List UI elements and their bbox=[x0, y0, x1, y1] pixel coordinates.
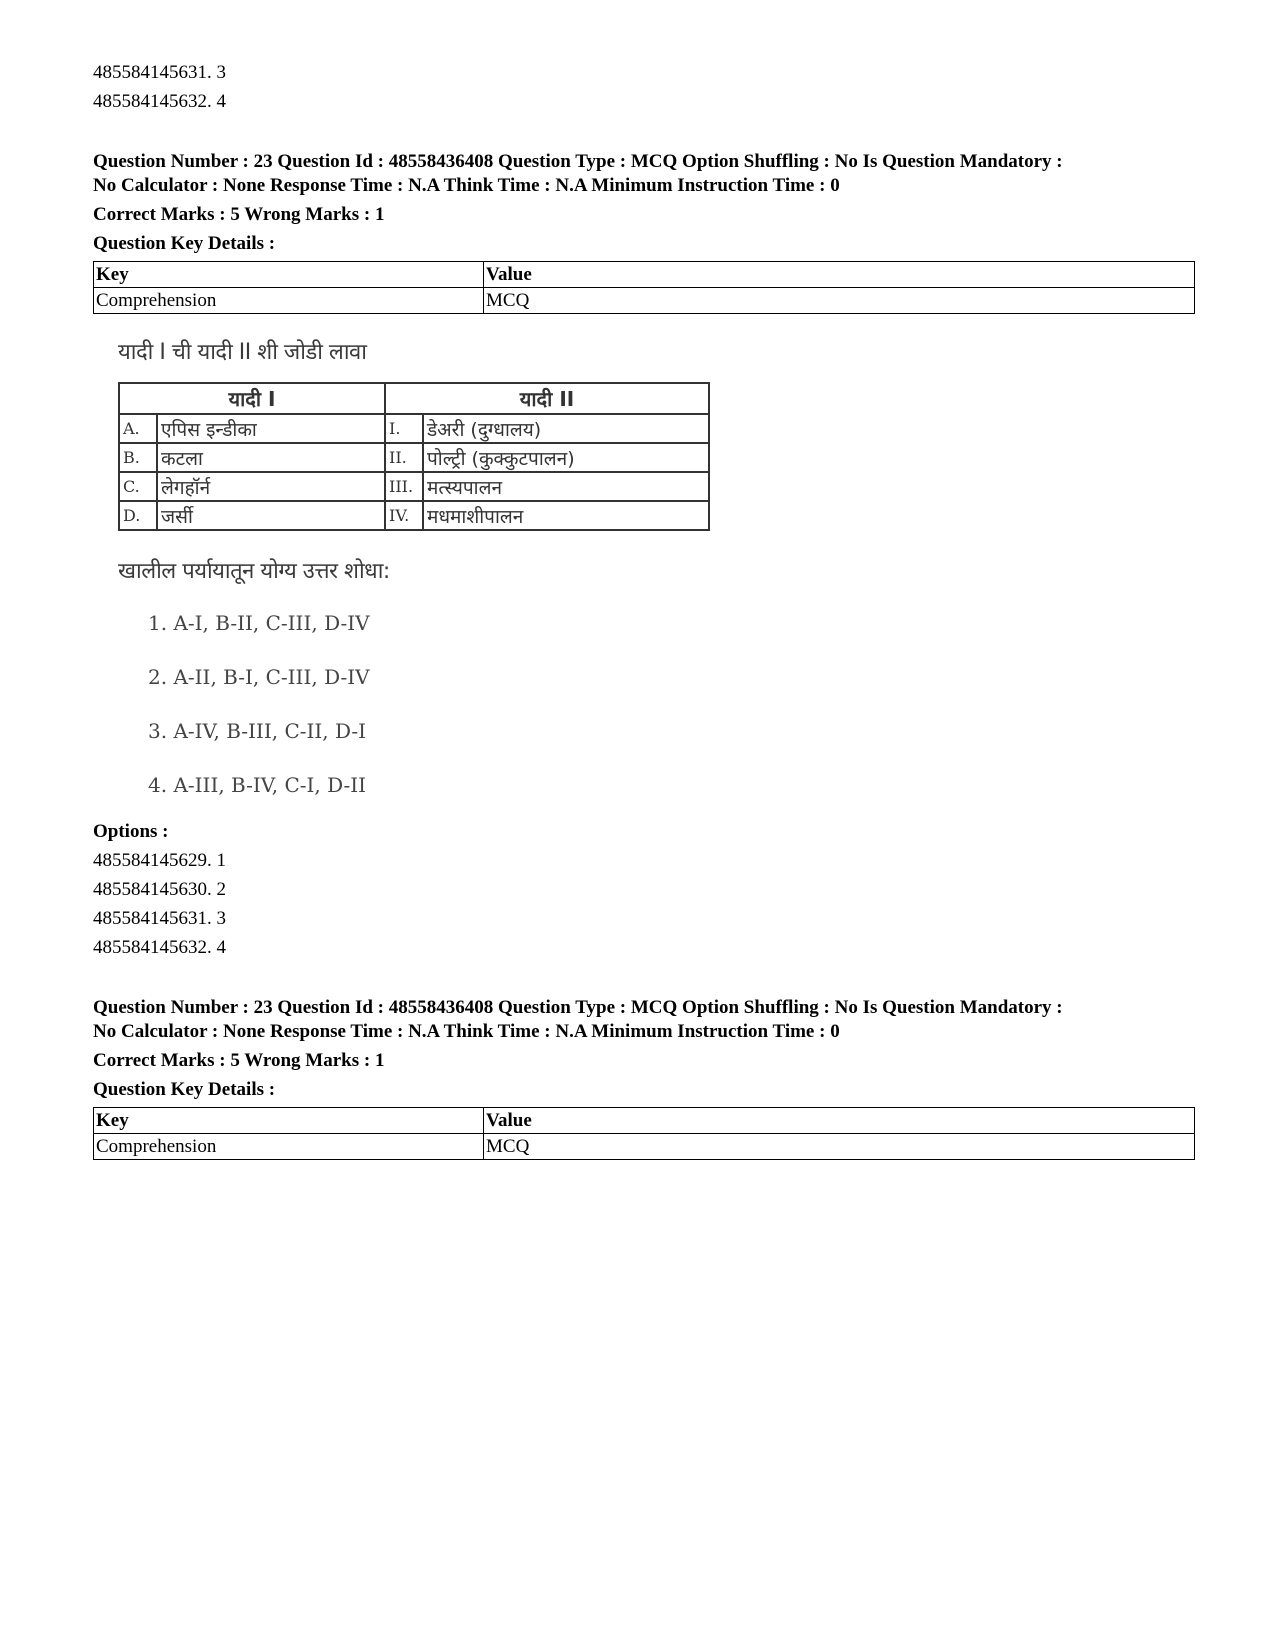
marks-line: Correct Marks : 5 Wrong Marks : 1 bbox=[93, 1050, 385, 1071]
key-header: Key bbox=[94, 1108, 484, 1134]
key-header: Key bbox=[94, 262, 484, 288]
answer-choice: 3. A-IV, B-III, C-II, D-I bbox=[148, 719, 367, 743]
list-1-item: जर्सी bbox=[157, 501, 385, 530]
list-2-label: III. bbox=[385, 472, 423, 501]
option-item: 485584145630. 2 bbox=[93, 879, 226, 900]
answer-choice: 2. A-II, B-I, C-III, D-IV bbox=[148, 665, 370, 689]
document-page bbox=[93, 58, 1195, 1160]
table-row bbox=[94, 288, 1195, 314]
list-2-item: मधमाशीपालन bbox=[423, 501, 709, 530]
question-meta-line-2: No Calculator : None Response Time : N.A Think Time : N.A Minimum Instruction Time : 0 bbox=[93, 175, 840, 196]
value-header: Value bbox=[484, 262, 1195, 288]
key-details-table bbox=[93, 1107, 1195, 1160]
value-header: Value bbox=[484, 1108, 1195, 1134]
list-2-label: I. bbox=[385, 414, 423, 443]
list-1-label: D. bbox=[119, 501, 157, 530]
match-header-row bbox=[119, 383, 709, 414]
option-item: 485584145631. 3 bbox=[93, 908, 226, 929]
option-item: 485584145632. 4 bbox=[93, 937, 226, 958]
key-cell: Comprehension bbox=[94, 1134, 484, 1160]
list-1-label: C. bbox=[119, 472, 157, 501]
match-table bbox=[118, 382, 710, 531]
match-row bbox=[119, 472, 709, 501]
list-1-label: B. bbox=[119, 443, 157, 472]
list-2-header: यादी II bbox=[385, 383, 709, 414]
option-item: 485584145631. 3 bbox=[93, 62, 226, 83]
match-instruction: यादी I ची यादी II शी जोडी लावा bbox=[118, 340, 367, 365]
list-1-label: A. bbox=[119, 414, 157, 443]
list-2-item: मत्स्यपालन bbox=[423, 472, 709, 501]
answer-choice: 4. A-III, B-IV, C-I, D-II bbox=[148, 773, 367, 797]
value-cell: MCQ bbox=[484, 288, 1195, 314]
choose-answer-text: खालील पर्यायातून योग्य उत्तर शोधा: bbox=[118, 559, 390, 584]
table-header-row bbox=[94, 1108, 1195, 1134]
question-block-1 bbox=[93, 150, 1195, 314]
question-meta-line-2: No Calculator : None Response Time : N.A Think Time : N.A Minimum Instruction Time : 0 bbox=[93, 1021, 840, 1042]
option-item: 485584145629. 1 bbox=[93, 850, 226, 871]
key-details-table bbox=[93, 261, 1195, 314]
option-item: 485584145632. 4 bbox=[93, 91, 226, 112]
match-row bbox=[119, 414, 709, 443]
question-meta-line-1: Question Number : 23 Question Id : 48558436408 Question Type : MCQ Option Shuffling : No Is Question Mandatory : bbox=[93, 151, 1063, 172]
option-list bbox=[93, 846, 1195, 962]
list-1-item: एपिस इन्डीका bbox=[157, 414, 385, 443]
table-row bbox=[94, 1134, 1195, 1160]
list-1-item: लेगहॉर्न bbox=[157, 472, 385, 501]
key-details-label: Question Key Details : bbox=[93, 233, 276, 254]
question-meta-line-1: Question Number : 23 Question Id : 48558436408 Question Type : MCQ Option Shuffling : No Is Question Mandatory : bbox=[93, 997, 1063, 1018]
match-row bbox=[119, 501, 709, 530]
answer-choice: 1. A-I, B-II, C-III, D-IV bbox=[148, 611, 370, 635]
list-2-label: II. bbox=[385, 443, 423, 472]
marks-line: Correct Marks : 5 Wrong Marks : 1 bbox=[93, 204, 385, 225]
top-option-list bbox=[93, 58, 1195, 116]
key-cell: Comprehension bbox=[94, 288, 484, 314]
list-2-item: पोल्ट्री (कुक्कुटपालन) bbox=[423, 443, 709, 472]
question-block-2 bbox=[93, 996, 1195, 1160]
question-image bbox=[118, 336, 758, 803]
key-details-label: Question Key Details : bbox=[93, 1079, 276, 1100]
value-cell: MCQ bbox=[484, 1134, 1195, 1160]
list-2-label: IV. bbox=[385, 501, 423, 530]
list-1-item: कटला bbox=[157, 443, 385, 472]
match-row bbox=[119, 443, 709, 472]
options-title: Options : bbox=[93, 821, 169, 842]
table-header-row bbox=[94, 262, 1195, 288]
list-2-item: डेअरी (दुग्धालय) bbox=[423, 414, 709, 443]
list-1-header: यादी I bbox=[119, 383, 385, 414]
